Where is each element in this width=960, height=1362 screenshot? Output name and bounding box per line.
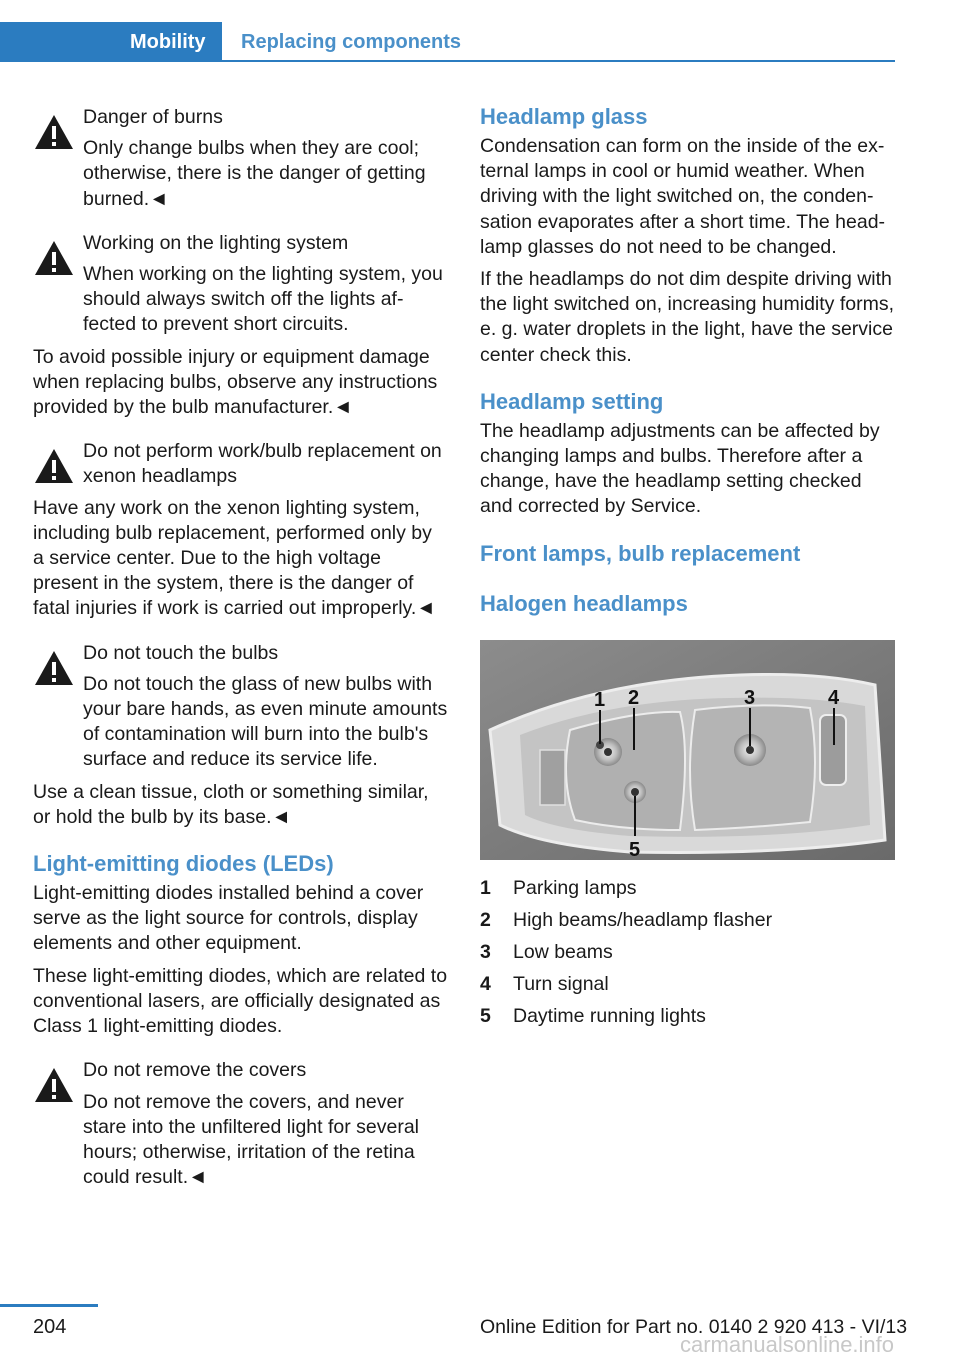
right-column: [480, 100, 895, 1032]
left-column: [33, 100, 448, 1190]
warning-title: Do not perform work/bulb replacement on xenon headlamps: [83, 440, 442, 488]
paragraph: These light-emitting diodes, which are related to conventional lasers, are officially designated as Class 1 light-emitting diodes.: [33, 964, 448, 1038]
footer-divider: [0, 1304, 98, 1307]
page-header: [0, 22, 895, 62]
paragraph: Light-emitting diodes installed behind a cover serve as the light source for controls, display elements and other equipment.: [33, 882, 424, 955]
warning-title: Working on the lighting system: [83, 231, 349, 254]
warning-touch-bulbs: [33, 641, 448, 773]
legend-item: 5 Daytime running lights: [480, 1004, 706, 1027]
warning-body: Have any work on the xenon lighting system, including bulb replacement, performed only by a service center. Due to the high voltage present in the system, there is the danger of fatal injuries if work is carried out improperly.◄: [33, 496, 436, 620]
section-heading-leds: Light-emitting diodes (LEDs): [33, 851, 334, 877]
figure-label-4: 4: [828, 686, 840, 709]
warning-covers: [33, 1058, 448, 1190]
headlamp-figure: [480, 640, 895, 860]
section-heading-halogen: Halogen headlamps: [480, 590, 688, 616]
warning-icon: [33, 447, 75, 485]
warning-title: Do not remove the covers: [83, 1059, 307, 1082]
figure-label-2: 2: [628, 686, 640, 709]
warning-icon: [33, 239, 75, 277]
paragraph: The headlamp adjustments can be affected by changing lamps and bulbs. Therefore after a change, have the headlamp setting checked and corrected by Service.: [480, 419, 880, 518]
section-heading-setting: Headlamp setting: [480, 388, 664, 414]
watermark: carmanualsonline.info: [680, 1332, 895, 1357]
page-number: 204: [33, 1316, 67, 1338]
warning-body: Do not touch the glass of new bulbs with your bare hands, as even minute amounts of contamination will burn into the bulb's surface and reduce its service life.: [83, 672, 448, 771]
tab-mobility-label: Mobility: [130, 31, 206, 53]
warning-body-continued: To avoid possible injury or equipment damage when replacing bulbs, observe any instructions provided by the bulb manufacturer.◄: [33, 345, 438, 419]
figure-label-5: 5: [629, 838, 641, 860]
edition-text: Online Edition for Part no. 0140 2 920 413 - VI/13: [480, 1316, 908, 1338]
warning-body: Do not remove the covers, and never stare into the unfiltered light for several hours; otherwise, irritation of the retina could result.◄: [83, 1090, 420, 1189]
warning-body: When working on the lighting system, you should always switch off the lights affected to prevent short circuits.: [83, 263, 443, 336]
legend-item: 3 Low beams: [480, 940, 613, 963]
legend-item: 1 Parking lamps: [480, 876, 637, 899]
legend-item: 2 High beams/headlamp flasher: [480, 908, 773, 931]
figure-label-1: 1: [594, 688, 606, 711]
warning-icon: [33, 649, 75, 687]
tab-replacing-components[interactable]: Replacing components: [241, 31, 462, 53]
warning-lighting-system: [33, 231, 448, 338]
tab-mobility[interactable]: [0, 22, 222, 60]
warning-body: Only change bulbs when they are cool; otherwise, there is the danger of getting burned.◄: [83, 137, 426, 210]
warning-xenon: [33, 439, 448, 489]
legend-item: 4 Turn signal: [480, 972, 609, 995]
warning-icon: [33, 113, 75, 151]
warning-icon: [33, 1066, 75, 1104]
figure-label-3: 3: [744, 686, 756, 709]
header-divider: [0, 60, 895, 62]
paragraph: If the headlamps do not dim despite driving with the light switched on, increasing humidity forms, e. g. water droplets in the light, have the service center check this.: [480, 268, 895, 366]
figure-legend: [480, 872, 895, 1032]
warning-title: Do not touch the bulbs: [83, 641, 279, 664]
section-heading-glass: Headlamp glass: [480, 104, 648, 129]
warning-title: Danger of burns: [83, 106, 223, 128]
section-heading-front-lamps: Front lamps, bulb replacement: [480, 540, 801, 566]
warning-body-continued: Use a clean tissue, cloth or something similar, or hold the bulb by its base.◄: [33, 780, 429, 828]
paragraph: Condensation can form on the inside of the external lamps in cool or humid weather. When driving with the light switched on, the condensation evaporates after a short time. The headlamp glasses do not need to be changed.: [480, 135, 886, 258]
warning-burns: [33, 105, 448, 212]
